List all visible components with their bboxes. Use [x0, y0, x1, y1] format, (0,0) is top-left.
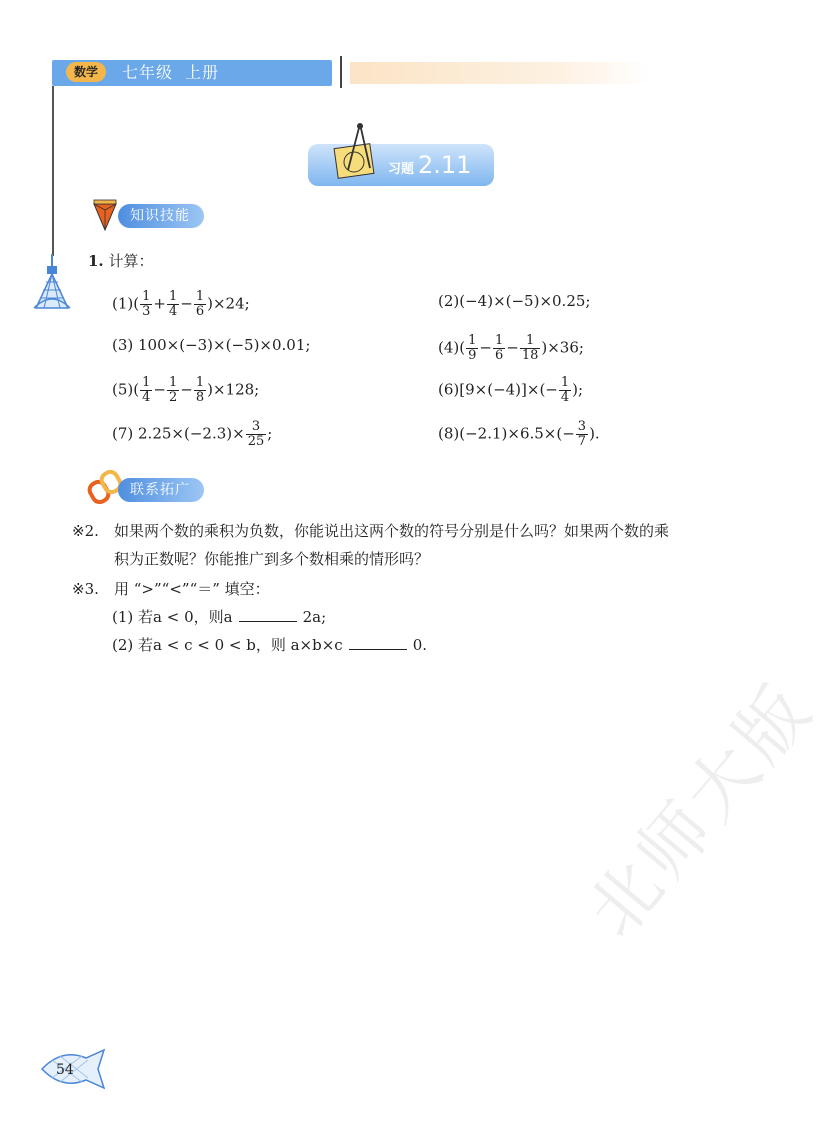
question-1-prompt: 计算：: [108, 252, 154, 270]
q1-item-3: (3) 100×(−3)×(−5)×0.01;: [112, 336, 311, 354]
q3-part-1-text: 若a < 0，则a: [138, 608, 233, 626]
page-number: 54: [56, 1062, 74, 1078]
exercise-word: 习题: [388, 162, 415, 177]
q1-item-1: (1)( $\frac{1}{3}$ + $\frac{1}{4}$ − $\frac{1}{6}$ )×24;: [112, 289, 250, 319]
question-3-part-2: [112, 634, 427, 656]
q1-item-5: (5)( $\frac{1}{4}$ − $\frac{1}{2}$ − $\frac{1}{8}$ )×128;: [112, 375, 260, 405]
q3-part-2-tail: 0.: [412, 636, 427, 654]
exercise-number: 2.11: [418, 151, 472, 179]
header-divider: [340, 56, 342, 88]
q1-item-4: (4)( $\frac{1}{9}$ − $\frac{1}{6}$ − $\frac{1}{18}$ )×36;: [438, 333, 584, 363]
margin-line: [52, 86, 54, 256]
watermark: 北师大版: [571, 666, 830, 953]
q1-item-8: (8)(−2.1)×6.5×(− $\frac{3}{7}$ ).: [438, 419, 600, 449]
q1-item-6: (6)[9×(−4)]×(− $\frac{1}{4}$ );: [438, 375, 584, 405]
subject-badge: 数学: [66, 62, 106, 82]
answer-blank-1[interactable]: [239, 607, 297, 622]
question-2-line-2: 积为正数呢？你能推广到多个数相乘的情形吗？: [114, 550, 430, 568]
q3-part-1-label: (1): [112, 608, 134, 626]
book-title: 七年级 上册: [122, 63, 220, 82]
gem-icon: [90, 198, 120, 232]
header-gradient: [350, 62, 650, 84]
question-2-line-1: 如果两个数的乘积为负数，你能说出这两个数的符号分别是什么吗？如果两个数的乘: [114, 522, 670, 540]
question-3-number: ※3.: [72, 580, 99, 598]
q3-part-1-tail: 2a;: [302, 608, 327, 626]
q1-item-2: (2)(−4)×(−5)×0.25;: [438, 292, 591, 310]
question-1-number: 1.: [88, 252, 104, 270]
answer-blank-2[interactable]: [349, 635, 407, 650]
question-2-number: ※2.: [72, 522, 99, 540]
chain-link-icon: [88, 470, 122, 504]
question-1-header: [88, 250, 153, 272]
exercise-title: [388, 148, 471, 187]
section-tag-skills: 知识技能: [118, 204, 204, 228]
question-3-prompt: 用 “>”“<”“＝” 填空：: [114, 580, 270, 598]
compass-icon: [330, 122, 382, 180]
tower-icon: [30, 254, 74, 310]
q3-part-2-text: 若a < c < 0 < b，则 a×b×c: [138, 636, 343, 654]
section-tag-extension: 联系拓广: [118, 478, 204, 502]
question-3-part-1: [112, 606, 326, 628]
q1-item-7: (7) 2.25×(−2.3)× $\frac{3}{25}$ ;: [112, 419, 273, 449]
fish-icon: [38, 1046, 112, 1092]
q3-part-2-label: (2): [112, 636, 134, 654]
